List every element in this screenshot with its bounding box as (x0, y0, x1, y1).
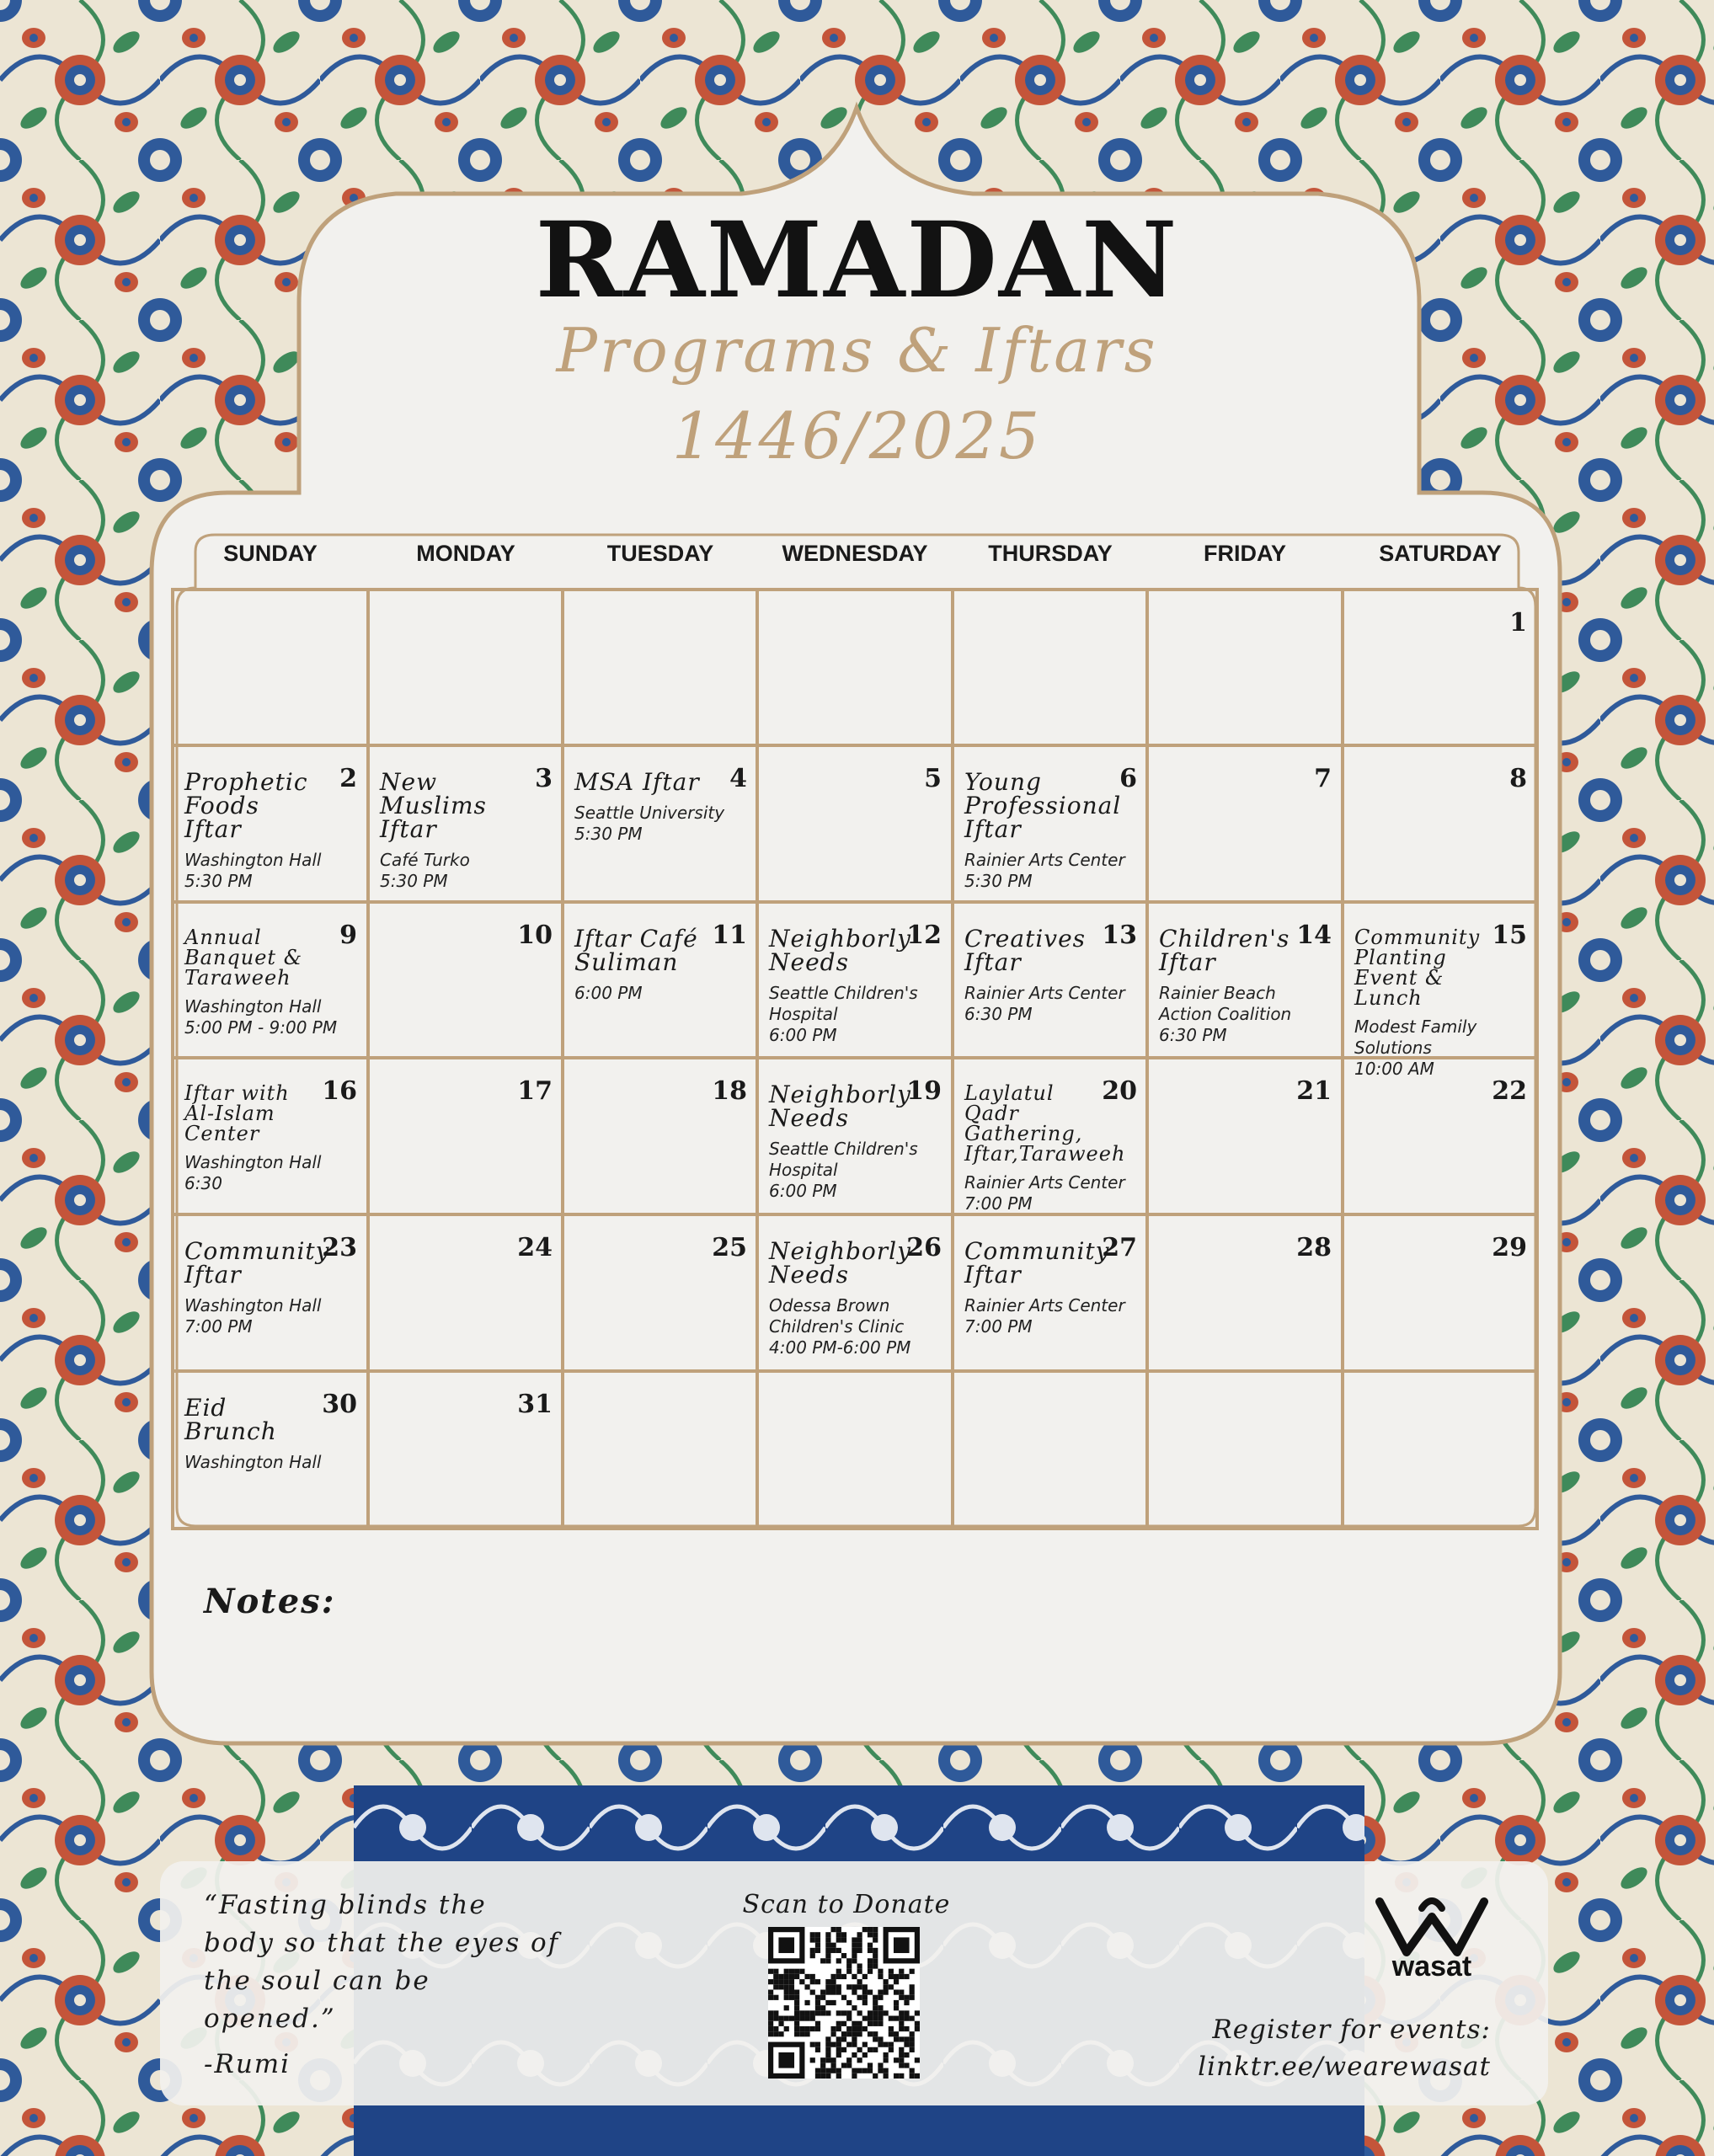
day-cell[interactable] (173, 1371, 367, 1527)
event (184, 1237, 350, 1337)
event-details (574, 983, 740, 1004)
day-cell[interactable] (953, 1058, 1147, 1214)
event-details (184, 1452, 350, 1473)
event-detail-line: 5:00 PM - 9:00 PM (184, 1017, 338, 1038)
day-number: 7 (1314, 764, 1332, 793)
event-detail-line: 6:30 PM (1159, 1025, 1227, 1045)
event (1159, 927, 1324, 1046)
day-cell[interactable] (757, 1214, 952, 1370)
event-title: Neighborly Needs (769, 1081, 911, 1132)
event-title: Annual Banquet & Taraweeh (184, 926, 303, 990)
day-cell[interactable] (953, 902, 1147, 1058)
day-cell[interactable] (563, 745, 757, 901)
event-detail-line: Washington Hall (184, 1152, 322, 1172)
register-info (1198, 2011, 1491, 2085)
weekday-saturday: SATURDAY (1379, 541, 1502, 566)
event-detail-line: 5:30 PM (964, 871, 1033, 891)
weekday-sunday: SUNDAY (223, 541, 318, 566)
event (769, 1237, 934, 1358)
event-detail-line: Seattle Children's Hospital (769, 983, 918, 1024)
event-detail-line: 5:30 PM (380, 871, 448, 891)
event-detail-line: 7:00 PM (964, 1316, 1033, 1337)
page-subtitle: Programs & Iftars (556, 315, 1158, 386)
event (769, 1083, 934, 1202)
weekday-monday: MONDAY (416, 541, 515, 566)
day-number: 22 (1492, 1076, 1527, 1106)
event-title: Community Iftar (184, 1237, 330, 1289)
day-number: 28 (1296, 1233, 1332, 1262)
event-detail-line: Rainier Arts Center (964, 850, 1125, 870)
event (184, 927, 350, 1038)
day-number: 12 (906, 921, 942, 950)
event-details (184, 1295, 350, 1337)
day-number: 8 (1509, 764, 1527, 793)
day-cell (368, 1058, 563, 1214)
day-number: 21 (1296, 1076, 1332, 1106)
event-detail-line: Café Turko (380, 850, 470, 870)
quote-text: “Fasting blinds the body so that the eyes of the soul can be opened.” (204, 1890, 560, 2034)
event-detail-line: Washington Hall (184, 996, 322, 1017)
event (380, 768, 545, 892)
weekday-friday: FRIDAY (1203, 541, 1287, 566)
day-cell[interactable] (757, 1058, 952, 1214)
event-detail-line: Odessa Brown Children's Clinic (769, 1295, 905, 1337)
day-cell[interactable] (757, 902, 952, 1058)
weekday-thursday: THURSDAY (988, 541, 1113, 566)
event-details (769, 1139, 934, 1202)
event-detail-line: 7:00 PM (184, 1316, 253, 1337)
event (1354, 927, 1519, 1080)
day-cell (368, 902, 563, 1058)
event-title: Creatives Iftar (964, 925, 1087, 976)
day-number: 30 (322, 1390, 357, 1419)
day-number: 18 (712, 1076, 747, 1106)
event-title: Iftar Café Suliman (574, 925, 698, 976)
event-details (769, 1295, 934, 1358)
day-number: 17 (517, 1076, 553, 1106)
event-detail-line: 7:00 PM (964, 1193, 1033, 1214)
page-year: 1446/2025 (671, 398, 1043, 473)
event-details (574, 803, 740, 845)
day-cell[interactable] (173, 745, 367, 901)
day-cell (757, 745, 952, 901)
day-number: 16 (322, 1076, 357, 1106)
event-detail-line: Seattle University (574, 803, 725, 823)
event-detail-line: Rainier Arts Center (964, 983, 1125, 1003)
day-number: 15 (1492, 921, 1527, 950)
event-title: Neighborly Needs (769, 1237, 911, 1289)
event-details (184, 1152, 350, 1194)
day-number: 9 (339, 921, 357, 950)
day-cell (1343, 1214, 1537, 1370)
event-title: Young Professional Iftar (964, 768, 1122, 843)
day-cell (563, 1058, 757, 1214)
event-detail-line: Modest Family Solutions (1354, 1017, 1477, 1058)
event-details (184, 996, 350, 1038)
day-cell (1147, 1058, 1342, 1214)
day-cell (1343, 745, 1537, 901)
event-detail-line: 6:00 PM (574, 983, 643, 1003)
day-cell[interactable] (953, 745, 1147, 901)
event-title: MSA Iftar (574, 768, 700, 796)
event (574, 768, 740, 845)
event-detail-line: 6:30 (184, 1173, 222, 1193)
event (184, 1396, 350, 1473)
day-number: 23 (322, 1233, 357, 1262)
event-detail-line: Rainier Arts Center (964, 1172, 1125, 1193)
event-detail-line: 5:30 PM (574, 824, 643, 844)
day-cell (1147, 745, 1342, 901)
event-detail-line: Washington Hall (184, 1295, 322, 1315)
event-detail-line: 6:00 PM (769, 1025, 837, 1045)
day-number: 5 (924, 764, 942, 793)
event (964, 768, 1129, 892)
day-number: 29 (1492, 1233, 1527, 1262)
event-title: Community Planting Event & Lunch (1354, 926, 1481, 1010)
event-detail-line: 6:30 PM (964, 1004, 1033, 1024)
day-number: 10 (517, 921, 553, 950)
event (769, 927, 934, 1046)
event-details (964, 1172, 1129, 1214)
day-number: 19 (906, 1076, 942, 1106)
event-detail-line: Rainier Beach Action Coalition (1159, 983, 1292, 1024)
day-cell (563, 1214, 757, 1370)
weekday-tuesday: TUESDAY (606, 541, 714, 566)
day-cell (1147, 1214, 1342, 1370)
day-number: 25 (712, 1233, 747, 1262)
day-number: 6 (1119, 764, 1137, 793)
day-number: 24 (517, 1233, 553, 1262)
day-cell[interactable] (368, 745, 563, 901)
event-details (964, 850, 1129, 892)
quote-author: -Rumi (204, 2049, 291, 2079)
event-title: Laylatul Qadr Gathering, Iftar,Taraweeh (964, 1081, 1126, 1166)
event (964, 927, 1129, 1025)
event-detail-line: 6:00 PM (769, 1181, 837, 1201)
event (964, 1237, 1129, 1337)
event-details (1159, 983, 1324, 1046)
event-detail-line: Seattle Children's Hospital (769, 1139, 918, 1180)
register-link[interactable]: linktr.ee/wearewasat (1198, 2052, 1491, 2082)
scan-to-donate-label: Scan to Donate (742, 1890, 951, 1919)
event-details (964, 983, 1129, 1025)
event-title: Iftar with Al-Islam Center (184, 1081, 290, 1145)
event-details (380, 850, 545, 892)
event-detail-line: Rainier Arts Center (964, 1295, 1125, 1315)
event-title: Community Iftar (964, 1237, 1110, 1289)
day-number: 27 (1102, 1233, 1137, 1262)
weekday-wednesday: WEDNESDAY (782, 541, 928, 566)
page-title: RAMADAN (535, 200, 1179, 322)
register-line-1: Register for events: (1212, 2015, 1491, 2045)
event (184, 768, 350, 892)
event-title: Prophetic Foods Iftar (184, 768, 308, 843)
day-cell[interactable] (173, 1058, 367, 1214)
day-number: 4 (729, 764, 747, 793)
day-cell (368, 1214, 563, 1370)
day-number: 13 (1102, 921, 1137, 950)
day-number: 2 (339, 764, 357, 793)
day-number: 3 (535, 764, 553, 793)
event (184, 1083, 350, 1194)
day-cell[interactable] (1147, 902, 1342, 1058)
event (964, 1083, 1129, 1214)
day-number: 11 (712, 921, 747, 950)
event-detail-line: 10:00 AM (1354, 1059, 1434, 1079)
day-cell[interactable] (173, 902, 367, 1058)
event-detail-line: 5:30 PM (184, 871, 253, 891)
day-number: 26 (906, 1233, 942, 1262)
event-title: Neighborly Needs (769, 925, 911, 976)
day-cell[interactable] (173, 1214, 367, 1370)
event (574, 927, 740, 1004)
day-cell (1343, 590, 1537, 745)
event-title: New Muslims Iftar (380, 768, 487, 843)
event-details (184, 850, 350, 892)
event-title: Eid Brunch (184, 1394, 277, 1445)
day-cell[interactable] (1343, 902, 1537, 1079)
day-cell (1343, 1058, 1537, 1214)
day-number: 14 (1296, 921, 1332, 950)
day-cell[interactable] (953, 1214, 1147, 1370)
wasat-logo-text: wasat (1391, 1951, 1472, 1983)
event-title: Children's Iftar (1159, 925, 1290, 976)
day-cell (368, 1371, 563, 1527)
day-number: 31 (517, 1390, 553, 1419)
event-detail-line: Washington Hall (184, 850, 322, 870)
day-number: 20 (1102, 1076, 1137, 1106)
event-detail-line: 4:00 PM-6:00 PM (769, 1337, 911, 1358)
notes-label: Notes: (204, 1582, 336, 1621)
event-details (964, 1295, 1129, 1337)
day-number: 1 (1509, 608, 1527, 638)
donate-qr-code[interactable] (768, 1927, 920, 2079)
event-detail-line: Washington Hall (184, 1452, 322, 1472)
event-details (769, 983, 934, 1046)
day-cell[interactable] (563, 902, 757, 1058)
